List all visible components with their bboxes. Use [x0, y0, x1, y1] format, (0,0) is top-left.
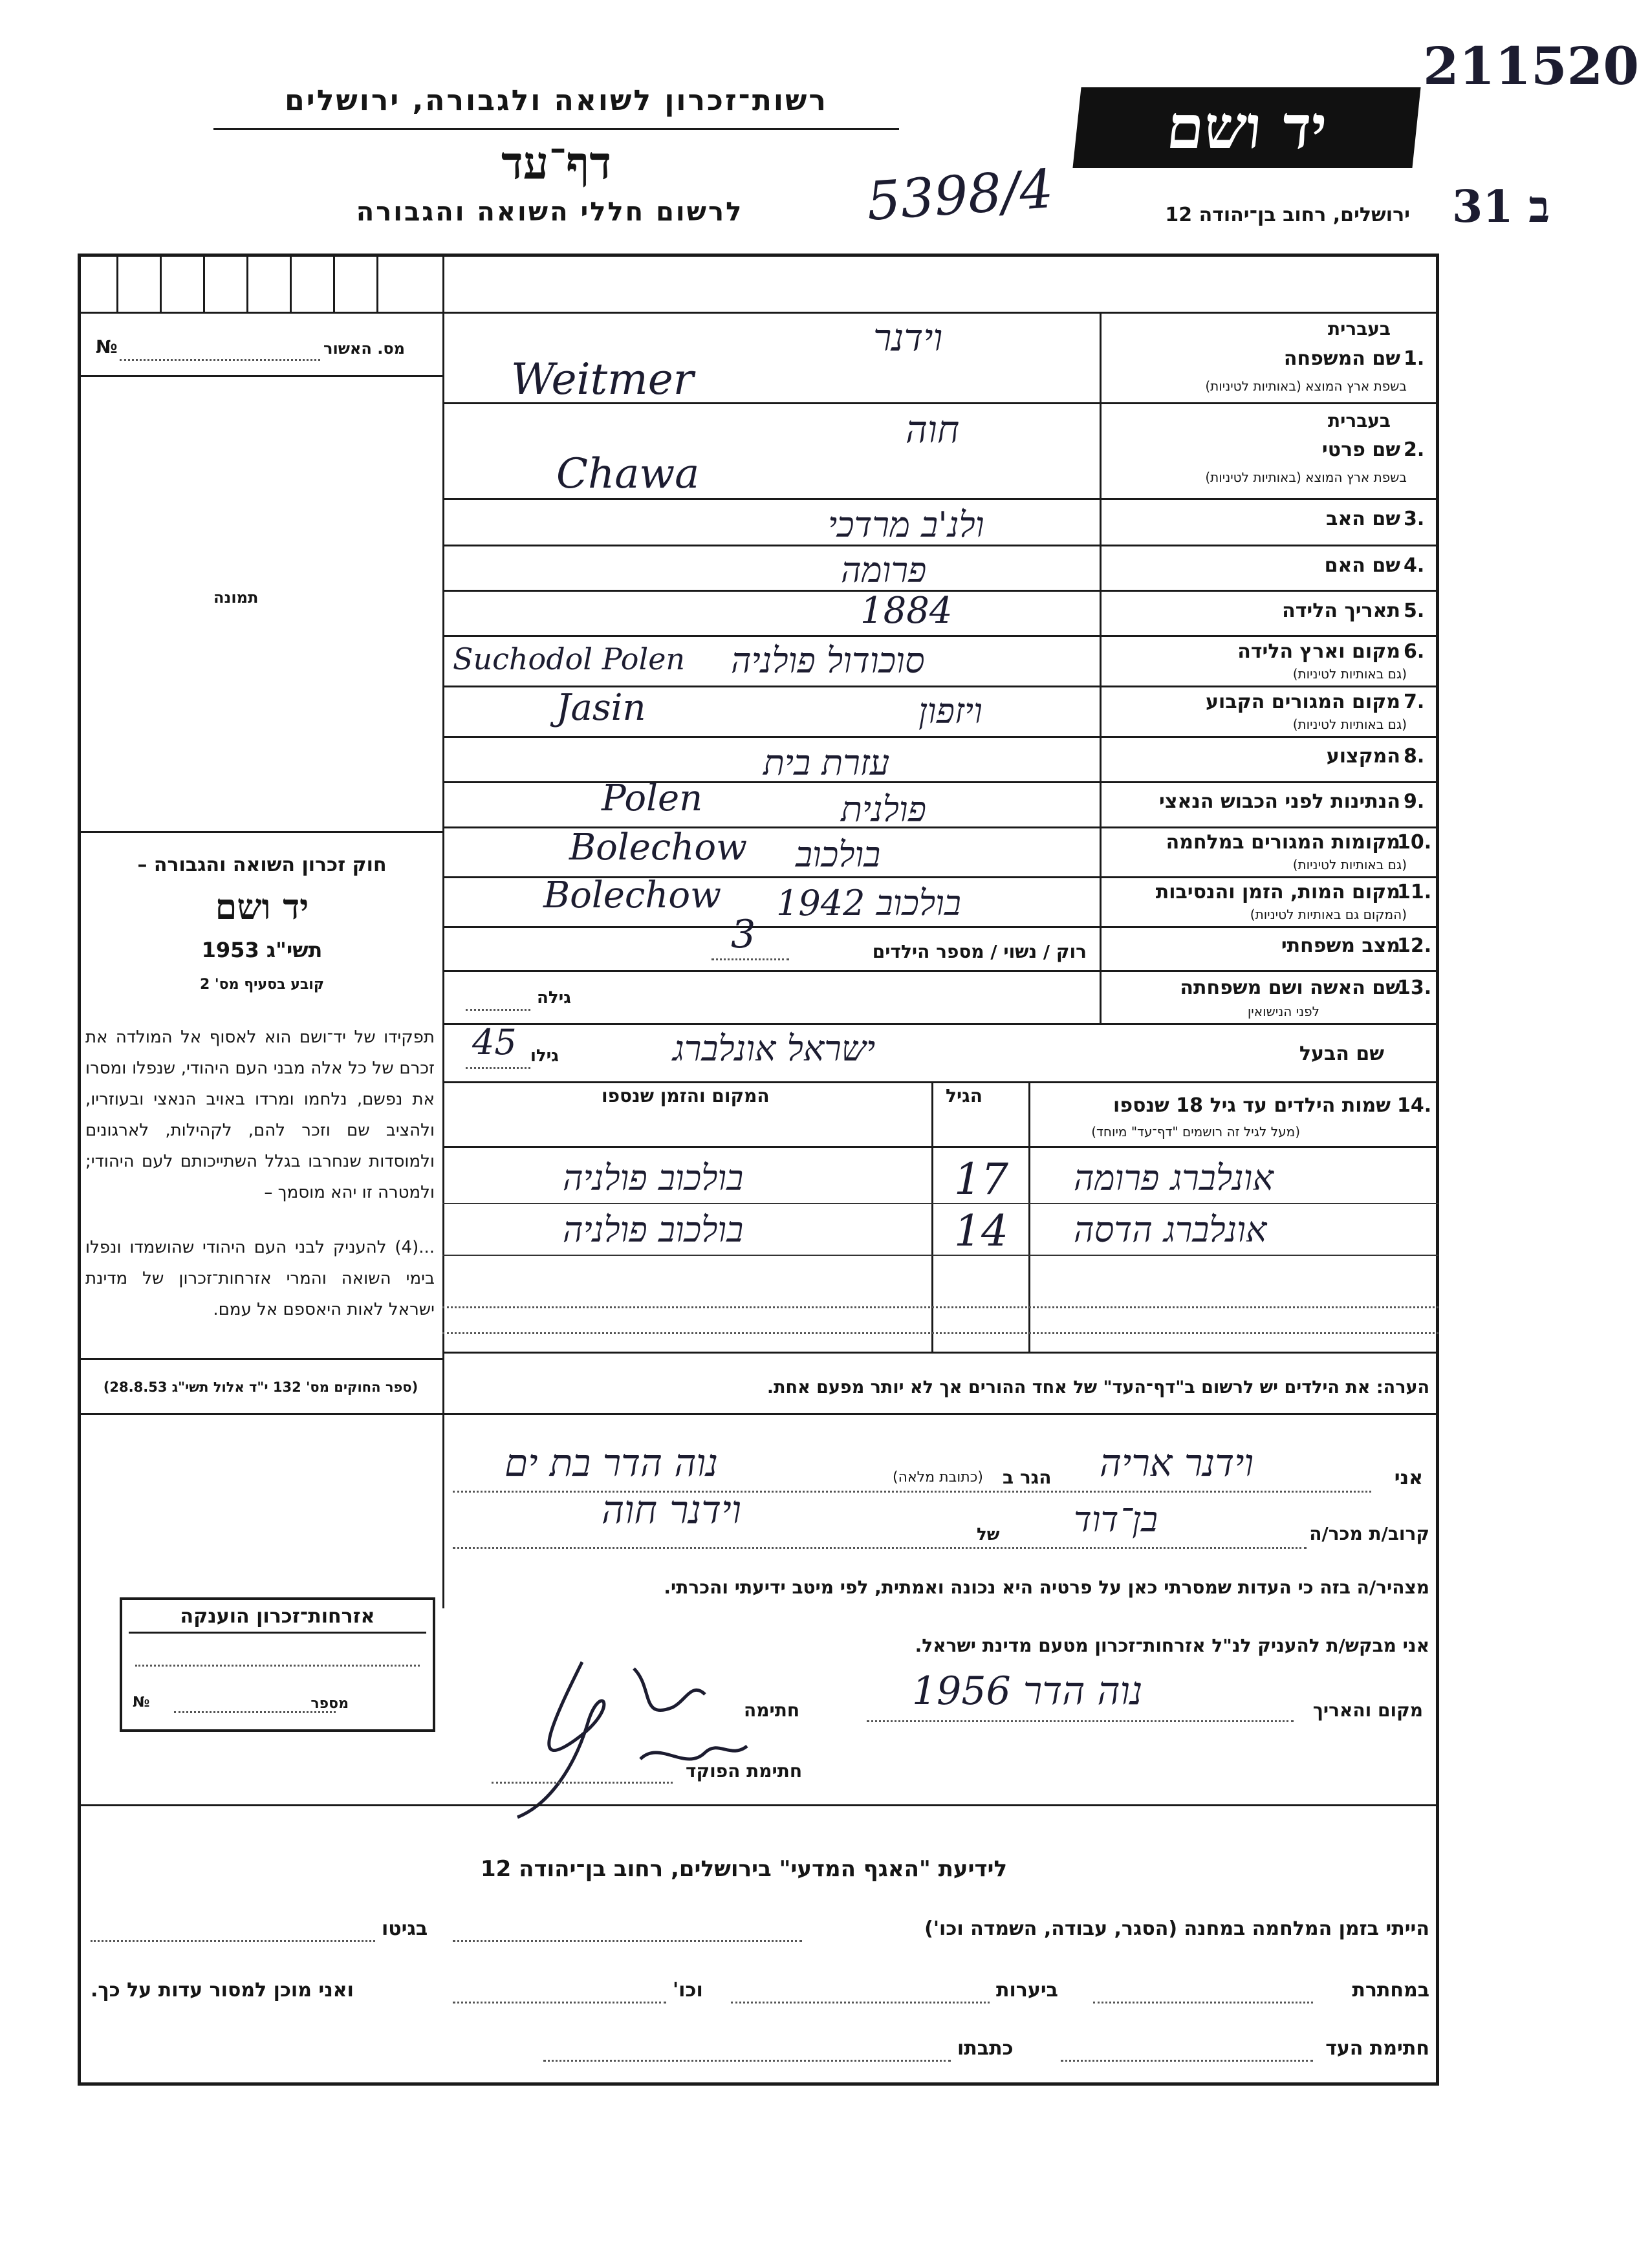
- form-title: דף־עד: [501, 136, 611, 189]
- children-col-age: הגיל: [946, 1085, 982, 1107]
- children-header-bottom: [442, 1146, 1438, 1148]
- witness-sig-field[interactable]: [1061, 2060, 1313, 2062]
- photo-box-bottom: [78, 831, 443, 833]
- husband-age[interactable]: 45: [472, 1022, 517, 1063]
- law-box-bottom: [78, 1358, 443, 1360]
- witness-address-field[interactable]: [543, 2060, 951, 2062]
- field-3-label: שם האב: [1326, 508, 1400, 530]
- field-7-value-latin[interactable]: Jasin: [556, 687, 646, 729]
- field-11-label: מקום המות, הזמן והנסיבות: [1155, 881, 1400, 903]
- field-2-sub: בשפת ארץ המוצא (באותיות לטיניות): [1205, 470, 1407, 485]
- field-1-sub: בשפת ארץ המוצא (באותיות לטיניות): [1205, 378, 1407, 394]
- field-11-num: 11.: [1397, 881, 1432, 903]
- law-ref: (ספר החוקים מס' 132 י"ד אלול תשי"ג 28.8.53): [103, 1379, 418, 1395]
- law-name: יד ושם: [215, 886, 309, 927]
- children-row-line: [442, 1255, 1438, 1256]
- box-divider: [246, 254, 248, 313]
- box-divider: [442, 254, 444, 1608]
- box-divider: [116, 254, 118, 313]
- approval-prefix: №: [96, 336, 118, 358]
- etc-label: וכו': [673, 1979, 703, 2002]
- forests-label: ביערות: [996, 1979, 1058, 2002]
- org-underline: [213, 128, 899, 130]
- field-7-sub: (גם באותיות לטיניות): [1292, 717, 1407, 732]
- field-9-value[interactable]: פולנית: [841, 789, 927, 830]
- child-2-age[interactable]: 14: [954, 1206, 1008, 1256]
- box-divider: [333, 254, 335, 313]
- field-9-value-latin[interactable]: Polen: [602, 777, 703, 819]
- declarant-line: [453, 1491, 1371, 1493]
- field-3-value[interactable]: ולנ'ב מרדכי: [828, 504, 984, 545]
- field-10-value[interactable]: בולכוב: [796, 834, 881, 875]
- frame-left: [78, 254, 81, 2086]
- husband-age-line: [466, 1067, 530, 1069]
- witness-address-label: כתבתו: [957, 2037, 1014, 2060]
- citizenship-box-title: אזרחות־זכרון הוענקה: [180, 1605, 375, 1628]
- place-date-label: מקום והאריך: [1312, 1700, 1423, 1721]
- field-13-num: 13.: [1397, 977, 1432, 999]
- field-1-label: שם המשפחה: [1283, 347, 1400, 370]
- children-table-bottom: [442, 1352, 1438, 1354]
- officer-label: חתימת הפוקד: [686, 1760, 803, 1782]
- children-col-divider-1: [1028, 1081, 1030, 1353]
- box-divider: [203, 254, 205, 313]
- field-5-label: תאריך הלידה: [1282, 599, 1400, 622]
- field-10-sub: (גם באותיות לטיניות): [1292, 857, 1407, 872]
- camp-field[interactable]: [453, 1940, 802, 1942]
- wife-age-field[interactable]: [466, 1009, 530, 1011]
- children-count[interactable]: 3: [731, 912, 756, 957]
- approval-row-bottom: [78, 375, 443, 377]
- row-7-bottom: [442, 736, 1438, 738]
- field-5-num: 5.: [1404, 599, 1425, 622]
- address: ירושלים, רחוב בן־יהודה 12: [1165, 204, 1410, 226]
- row-8-bottom: [442, 781, 1438, 783]
- children-row-line: [442, 1332, 1438, 1334]
- wife-age-label: גילה: [537, 988, 571, 1008]
- corner-code: 31 ב: [1452, 181, 1550, 233]
- boxes-bottom: [78, 312, 443, 314]
- child-2-name[interactable]: אונלברג הדסה: [1074, 1209, 1267, 1250]
- law-text-1: תפקידו של יד־ושם הוא לאסוף אל המולדה את זכרם של כל אלה מבני העם היהודי, שנפלו ומסרו את נפשם, נלחמו ומרדו באויב הנאצי ובעוזריו, ולהציב שם וזכר להם, לקהילות, לארגונים ולמוסדות שנחרבו בגלל השתייכותם לעם היהודי; ולמטרה זו יהא מוסמך –: [85, 1028, 435, 1202]
- field-7-value[interactable]: ויזפון: [918, 691, 982, 731]
- field-10-num: 10.: [1397, 831, 1432, 854]
- field-6-value[interactable]: סוכודול פולניה: [731, 640, 925, 681]
- ready-text: ואני מוכן למסור עדות על כך.: [91, 1979, 354, 2002]
- children-count-line: [711, 958, 789, 960]
- citizenship-number-prefix: №: [133, 1694, 150, 1711]
- field-3-num: 3.: [1404, 508, 1425, 530]
- approval-label: מס. האשור: [323, 340, 405, 358]
- declarant-i-label: אני: [1394, 1467, 1423, 1489]
- label-column-divider: [1100, 312, 1102, 1023]
- children-row-line: [442, 1203, 1438, 1204]
- marital-options: רוק / נשוי / מספר הילדים: [872, 941, 1087, 962]
- field-8-value[interactable]: עזרת בית: [763, 742, 890, 783]
- field-7-label: מקום המגורים הקבוע: [1206, 691, 1400, 713]
- approval-field[interactable]: [120, 359, 320, 361]
- declarant-section-bottom: [78, 1804, 1439, 1806]
- field-1-lang: בעברית: [1327, 318, 1391, 340]
- camp-line-label: הייתי בזמן המלחמה במחנה (הסגר, עבודה, השמדה וכו'): [924, 1917, 1429, 1940]
- declarant-name[interactable]: וידנר אריה: [1100, 1441, 1254, 1485]
- place-date-line: [867, 1720, 1294, 1722]
- field-11-sub: (המקום גם באותיות לטיניות): [1250, 907, 1407, 922]
- etc-field[interactable]: [453, 2002, 666, 2003]
- row-12-bottom: [442, 970, 1438, 972]
- of-label: של: [977, 1525, 1000, 1544]
- row-11-bottom: [442, 926, 1438, 928]
- field-9-label: הנתינות לפני הכבוש הנאצי: [1159, 790, 1400, 813]
- declarant-address[interactable]: נוה הדר בת ים: [505, 1441, 719, 1485]
- place-date-value[interactable]: נוה הדר 1956: [912, 1669, 1143, 1714]
- field-2-lang: בעברית: [1327, 410, 1391, 431]
- field-13-label: שם האשה ושם משפחתה: [1180, 977, 1400, 999]
- frame-top: [78, 254, 1439, 257]
- footer-notice: לידיעת "האגף המדעי" בירושלים, רחוב בן־יהודה 12: [480, 1856, 1008, 1882]
- form-subtitle: לרשום חללי השואה והגבורה: [356, 197, 744, 227]
- child-1-name[interactable]: אונלברג פרומה: [1074, 1158, 1274, 1198]
- frame-right: [1436, 254, 1439, 2086]
- field-2-num: 2.: [1404, 438, 1425, 461]
- witness-sig-label: חתימת העד: [1325, 2037, 1429, 2060]
- field-11-value-latin[interactable]: Bolechow: [543, 874, 721, 916]
- row-13-bottom: [442, 1023, 1438, 1025]
- child-2-place[interactable]: בולכוב פולניה: [563, 1209, 744, 1250]
- citizenship-number-label: מספר: [310, 1696, 349, 1712]
- field-6-value-latin[interactable]: Suchodol Polen: [453, 642, 686, 676]
- field-4-value[interactable]: פרומה: [841, 550, 927, 590]
- field-13-sub: לפני הנישואין: [1247, 1004, 1319, 1019]
- signature-scribble[interactable]: [492, 1643, 763, 1824]
- forests-field[interactable]: [731, 2002, 990, 2003]
- child-1-age[interactable]: 17: [954, 1154, 1008, 1204]
- field-2-value-hebrew[interactable]: חוה: [906, 407, 960, 451]
- citizenship-box-rule: [129, 1632, 426, 1634]
- field-6-label: מקום וארץ הלידה: [1237, 640, 1400, 663]
- field-6-num: 6.: [1404, 640, 1425, 663]
- declaration-text: מצהיר/ה בזה כי העדות שמסרתי כאן על פרטיה היא נכונה ואמתית, לפי מיטב ידיעתי והכרתי.: [664, 1577, 1429, 1598]
- field-7-num: 7.: [1404, 691, 1425, 713]
- partisan-field[interactable]: [1093, 2002, 1313, 2003]
- officer-line: [492, 1782, 673, 1784]
- children-col-place: המקום והזמן שנספו: [602, 1085, 770, 1107]
- husband-name-value[interactable]: ישראל אונלברג: [673, 1028, 876, 1069]
- field-5-value[interactable]: 1884: [860, 590, 953, 632]
- header-strip-bottom: [442, 312, 1438, 314]
- field-8-num: 8.: [1404, 745, 1425, 768]
- field-12-num: 12.: [1397, 934, 1432, 957]
- photo-label[interactable]: תמונה: [213, 589, 259, 607]
- row-2-bottom: [442, 498, 1438, 500]
- field-2-label: שם פרטי: [1321, 438, 1400, 461]
- field-1-value-latin[interactable]: Weitmer: [511, 354, 694, 404]
- relation-line: [453, 1547, 1307, 1549]
- relation-label: קרוב/ת מכר/ה: [1309, 1523, 1429, 1544]
- citizenship-number-field[interactable]: [174, 1711, 336, 1713]
- law-year: תשי"ג 1953: [201, 938, 323, 962]
- field-10-label: מקומות המגורים במלחמה: [1166, 831, 1400, 854]
- left-panel-bottom: [78, 1413, 443, 1415]
- field-9-num: 9.: [1404, 790, 1425, 813]
- husband-label: שם הבעל: [1299, 1042, 1384, 1065]
- archive-ref: 5398/4: [865, 158, 1056, 233]
- field-4-num: 4.: [1404, 554, 1425, 577]
- relation-value[interactable]: בן־דוד: [1074, 1499, 1158, 1540]
- remark-bottom: [442, 1413, 1438, 1415]
- partisan-label: במחתרת: [1352, 1979, 1429, 2002]
- logo: [1072, 87, 1420, 168]
- children-note: (מעל לגיל זה רושמים "דף־עד" מיוחד): [1091, 1124, 1300, 1139]
- box-divider: [376, 254, 378, 313]
- field-8-label: המקצוע: [1326, 745, 1400, 768]
- stamp-number: 211520: [1423, 36, 1639, 96]
- husband-row-bottom: [442, 1081, 1438, 1083]
- request-text: אני מבקש/ת להעניק לנ"ל אזרחות־זכרון מטעם מדינת ישראל.: [915, 1635, 1429, 1656]
- children-num: 14.: [1397, 1094, 1432, 1117]
- field-1-num: 1.: [1404, 347, 1425, 370]
- declarant-resides-label: הגר ב: [1003, 1467, 1052, 1488]
- field-12-label: מצב משפחתי: [1281, 934, 1400, 957]
- children-col-divider-2: [931, 1081, 933, 1353]
- field-6-sub: (גם באותיות לטיניות): [1292, 666, 1407, 682]
- of-value[interactable]: וידנר חוה: [602, 1487, 742, 1533]
- husband-age-label: גילו: [530, 1046, 559, 1066]
- logo-text: יד ושם: [1163, 92, 1330, 162]
- declarant-address-hint: (כתובת מלאה): [893, 1469, 983, 1485]
- row-5-bottom: [442, 635, 1438, 637]
- box-divider: [160, 254, 162, 313]
- field-10-value-latin[interactable]: Bolechow: [569, 826, 747, 869]
- ghetto-label: בגיטו: [382, 1917, 428, 1940]
- child-1-place[interactable]: בולכוב פולניה: [563, 1158, 744, 1198]
- children-title: שמות הילדים עד גיל 18 שנספו: [1113, 1094, 1391, 1117]
- citizenship-box: [120, 1597, 435, 1732]
- ghetto-field[interactable]: [91, 1940, 375, 1942]
- field-2-value-latin[interactable]: Chawa: [556, 450, 700, 498]
- signature-label: חתימה: [744, 1700, 800, 1721]
- citizenship-line: [135, 1665, 420, 1667]
- remark: הערה: את הילדים יש לרשום ב"דף־העד" של אחד ההורים אך לא יותר מפעם אחת.: [766, 1377, 1429, 1398]
- children-row-line: [442, 1306, 1438, 1308]
- field-1-value-hebrew[interactable]: וידנר: [873, 316, 943, 360]
- law-text-2: ...(4) להעניק לבני העם היהודי שהושמדו ונפלו בימי השואה והמרי אזרחות־זכרון של מדינת ישראל לאות היאספם אל עמם.: [85, 1238, 435, 1319]
- field-4-label: שם האם: [1324, 554, 1400, 577]
- box-divider: [290, 254, 292, 313]
- frame-bottom: [78, 2082, 1439, 2086]
- field-11-value[interactable]: בולכוב 1942: [776, 883, 961, 923]
- org-name: רשות־זכרון לשואה ולגבורה, ירושלים: [285, 84, 828, 117]
- law-clause: קובע בסעיף מס' 2: [199, 977, 325, 993]
- law-title: חוק זכרון השואה והגבורה –: [137, 854, 387, 876]
